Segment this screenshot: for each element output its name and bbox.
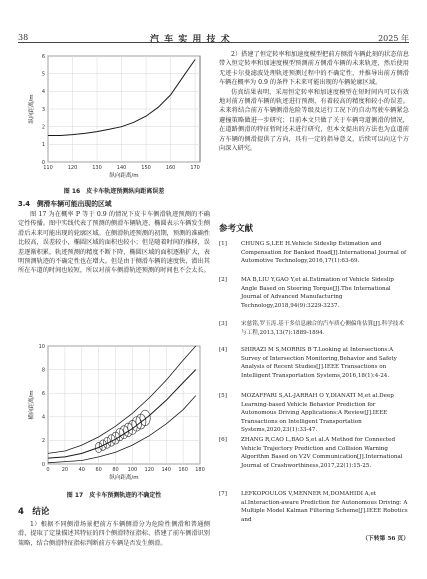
reference-item [219, 436, 409, 470]
conclusion-paragraph-3: 仿真结果表明，采用恒定转率和加速度模型在短时间内可以有效地对前方侧滑车辆的轨迹进行预测，有着较高的精度和较小的误差。未来将结合前方车辆侧滑危险等级及运行工况下的自动驾驶车辆紧急避撞策略做进一步研究；目前本文只做了关于车辆弯道侧滑的情况，在道路侧滑的特征暂时还未进行研究，但本文提出的方法也为直道前方车辆的侧滑提供了方向，具有一定的指导意义，后续可以向这个方向深入研究。 [219, 88, 409, 153]
journal-year: 2025 年 [378, 34, 409, 43]
reference-text: MA B,LIU Y,GAO Y,et al.Estimation of Vehicle Sideslip Angle Based on Steering Torque[J].The International Journal of Advanced Manufacturing Technology,2018,94(9):3229-3237. [241, 277, 394, 309]
x-tick-label: 170 [190, 165, 200, 171]
reference-item [219, 240, 409, 266]
section-4-title: 4 结论 [18, 507, 50, 517]
section-3-4-paragraph: 图 17 为在概率 P 等于 0.9 的情况下皮卡车侧滑轨迹预测的不确定性传播。图中实线代表了预测的侧滑车辆轨迹，椭圆表示车辆发生侧滑后未来可能出现的轮廓区域。在侧滑轨迹预测的初期，预测的准确性比较高，误差较小，椭圆区域的面积也较小；但是随着时间的推移，误差逐渐积累，轨迹预测的精度不断下降，椭圆区域的面积逐渐扩大，表明预测轨迹的不确定性也在增大。但是由于侧滑车辆的速度快，潜出其所在车道的时间也较短，所以对前车侧滑轨迹预测的时间也不会太长。 [18, 211, 210, 275]
y-tick-label: 1 [41, 142, 45, 149]
y-tick-label: 2 [41, 124, 45, 131]
journal-title: 汽 车 实 用 技 术 [150, 35, 231, 45]
reference-text: LEFKOPOULOS V,MENNER M,DOMAHIDI A,et al.Interaction-aware Prediction for Autonomous Driving: A Multiple Model Kalman Filtering Scheme[J].IEEE Robotics and [241, 491, 408, 523]
y-tick-label: 10 [38, 343, 45, 350]
references-title: 参考文献 [219, 224, 254, 234]
y-tick-label: 3 [41, 106, 45, 113]
y-tick-label: 2 [41, 438, 45, 445]
x-tick-label: 40 [78, 467, 85, 473]
header-rule [18, 42, 409, 43]
y-tick-label: 4 [41, 414, 45, 421]
x-tick-label: 160 [178, 467, 188, 473]
x-tick-label: 100 [127, 467, 138, 473]
reference-item [219, 392, 409, 435]
plot-frame [48, 346, 200, 464]
reference-number: [3] [219, 321, 227, 327]
right-column-body [219, 50, 409, 153]
y-tick-label: 0 [41, 461, 45, 468]
section-3-4-title: 3.4 侧滑车辆可能出现的区域 [18, 200, 112, 208]
y-tick-label: 8 [41, 367, 45, 374]
x-tick-label: 160 [165, 165, 176, 171]
continuation-note: （下转第 56 页） [362, 536, 409, 542]
x-tick-label: 20 [61, 467, 69, 473]
x-axis-label: 纵向距离/m [109, 475, 139, 481]
x-tick-label: 0 [46, 467, 50, 473]
section-4-body [18, 520, 210, 548]
x-tick-label: 180 [195, 467, 205, 473]
reference-number: [1] [219, 241, 227, 247]
reference-number: [2] [219, 277, 227, 283]
x-tick-label: 140 [161, 467, 171, 473]
reference-item [219, 346, 409, 380]
y-tick-label: 6 [41, 391, 45, 397]
y-tick-label: 4 [41, 89, 45, 96]
page-number: 38 [18, 33, 29, 42]
y-axis-label: 横向距离/m [29, 390, 35, 420]
y-tick-label: 5 [41, 71, 45, 78]
reference-text: ZHANG R,CAO L,BAO S,et al.A Method for Connected Vehicle Trajectory Prediction and Collision Warning Algorithm Based on V2V Communication[J].International Journal of Crashworthiness,2017,22(1):15-25. [241, 437, 403, 469]
reference-number: [4] [219, 347, 227, 353]
x-tick-label: 80 [112, 467, 119, 473]
x-tick-label: 120 [67, 165, 78, 171]
reference-text: SHIRAZI M S,MORRIS B T.Looking at Intersections:A Survey of Intersection Monitoring,Behavior and Safety Analysis of Recent Studies[J].IEEE Transactions on Intelligent Transportation Systems,2016,18(1):4-24. [241, 347, 397, 379]
figure-16-caption: 图 16 皮卡车轨迹预测纵向距离误差 [63, 188, 165, 195]
reference-text: 宋慈铭,罗玉涛.基于多信息融合的汽车质心侧偏角估算[J].科学技术与工程,2013,13(7):1889-1894. [241, 321, 404, 336]
reference-text: MOZAFFARI S,AL-JARRAH O Y,DIANATI M,et al.Deep Learning-based Vehicle Behavior Prediction for Autonomous Driving Applications:A Review[J].IEEE Transactions on Intelligent Transportation Systems,2020,23(1):33-47. [241, 393, 394, 434]
section-3-4-body [18, 210, 210, 276]
reference-number: [6] [219, 437, 227, 443]
reference-text: CHUNG S,LEE H.Vehicle Sideslip Estimation and Compensation for Banked Road[J].International Journal of Automotive Technology,2016,17(1):63-69. [241, 241, 407, 265]
x-tick-label: 120 [144, 467, 155, 473]
figure-17-caption: 图 17 皮卡车预测轨迹的不确定性 [66, 492, 162, 499]
reference-item [219, 490, 409, 524]
y-tick-label: 6 [41, 53, 45, 60]
reference-number: [5] [219, 393, 227, 399]
reference-item [219, 276, 409, 310]
x-tick-label: 150 [141, 165, 151, 171]
y-axis-label: 纵向距离/m [29, 94, 35, 124]
reference-item [219, 320, 409, 337]
conclusion-paragraph-2: 2）搭建了恒定转率和加速度模型把前方侧滑车辆此刻的状态信息带入恒定转率和加速度模型预测前方侧滑车辆的未来轨迹，然后使用无迹卡尔曼滤波处理轨迹预测过程中的不确定性，并推导出前方侧滑车辆在概率为 0.9 的条件下未来可能出现的车辆轮廓区域。 [219, 51, 409, 87]
section-4-paragraph: 1）根据不同侧滑场景把前方车辆侧滑分为危险性侧滑和普通侧滑，提取了定量描述其特征的四个侧滑特征指标，搭建了前车侧滑识别策略，结合侧滑特征指标判断前方车辆是否发生侧滑。 [18, 521, 210, 547]
x-tick-label: 60 [95, 467, 102, 473]
x-tick-label: 140 [116, 165, 127, 171]
figure-16-chart [18, 50, 210, 182]
reference-number: [7] [219, 491, 227, 497]
figure-17-chart [18, 340, 210, 486]
x-tick-label: 110 [43, 165, 53, 171]
x-axis-label: 纵向距离/m [109, 173, 139, 179]
x-tick-label: 130 [92, 165, 102, 171]
y-tick-label: 0 [41, 159, 45, 166]
